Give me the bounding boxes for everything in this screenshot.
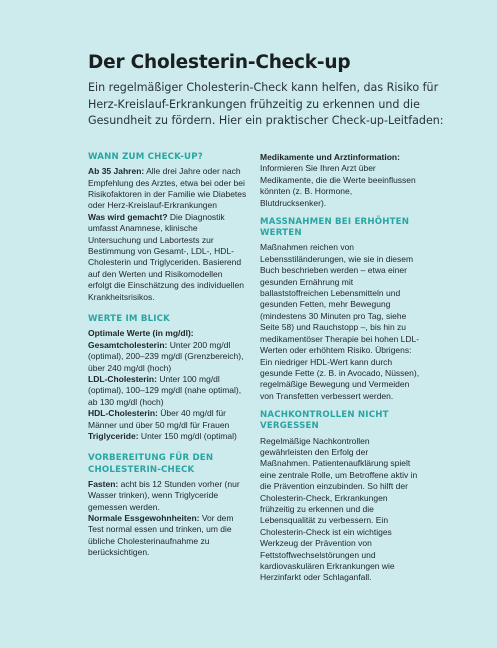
paragraph-age: [88, 166, 248, 212]
paragraph-measures: Maßnahmen reichen von Lebensstiländerungen, wie sie in diesem Buch beschrieben werden – etwa einer gesunden Ernährung mit ballaststoffreichen Lebensmitteln und gesunden Fetten, mehr Bewegung (mindestens 30 Minuten pro Tag, siehe Seite 58) und Rauchstopp –, bis hin zu medikamentöser Therapie bei hohen LDL-Werten oder erhöhtem Risiko. Übrigens: Ein niedriger HDL-Wert kann durch gesunde Fette (z. B. in Avocado, Nüssen), regelmäßige Bewegung und Vermeiden von Transfetten verbessert werden.: [260, 242, 420, 401]
section-heading-prep: VORBEREITUNG FÜR DEN CHOLESTERIN-CHECK: [88, 453, 214, 475]
value-item-hdl: [88, 408, 248, 431]
text-eating: Vor dem Test normal essen und trinken, um die übliche Cholesterinaufnahme zu berücksichtigen.: [88, 512, 234, 558]
value-item-total: [88, 340, 248, 374]
paragraph-eating: [88, 513, 248, 559]
section-heading-when: WANN ZUM CHECK-UP?: [88, 152, 203, 162]
section-heading-values: WERTE IM BLICK: [88, 314, 171, 325]
value-label-hdl: HDL-Cholesterin:: [88, 408, 158, 419]
value-label-ldl: LDL-Cholesterin:: [88, 373, 157, 384]
section-heading-followup: NACHKONTROLLEN NICHT VERGESSEN: [260, 410, 389, 432]
value-label-total: Gesamtcholesterin:: [88, 339, 168, 350]
text-fasting: acht bis 12 Stunden vorher (nur Wasser trinken), wenn Triglyceride gemessen werden.: [88, 478, 240, 512]
value-text-ldl: Unter 100 mg/dl (optimal), 100–129 mg/dl (nahe optimal), ab 130 mg/dl (hoch): [88, 373, 242, 407]
right-column: [260, 152, 420, 584]
value-label-tri: Triglyceride:: [88, 430, 139, 441]
text-what: Die Diagnostik umfasst Anamnese, klinische Untersuchung und Labortests zur Bestimmung von Gesamt-, LDL-, HDL-Cholesterin und Triglyceriden. Basierend auf den Werten und Risikomodellen erfolgt die Einschätzung des individuellen Krankheitsrisikos.: [88, 211, 244, 302]
paragraph-fasting: [88, 479, 248, 513]
intro-paragraph: Ein regelmäßiger Cholesterin-Check kann helfen, das Risiko für Herz-Kreislauf-Erkrankungen frühzeitig zu erkennen und die Gesundheit zu fördern. Hier ein praktischer Check-up-Leitfaden:: [88, 81, 444, 128]
label-fasting: Fasten:: [88, 478, 119, 489]
value-item-tri: [88, 431, 248, 442]
paragraph-meds: [260, 152, 420, 209]
left-column: [88, 152, 248, 559]
section-heading-measures: MASSNAHMEN BEI ERHÖHTEN WERTEN: [260, 217, 410, 239]
label-meds: Medikamente und Arztinformation:: [260, 152, 400, 162]
label-age: Ab 35 Jahren:: [88, 166, 145, 177]
label-what: Was wird gemacht?: [88, 211, 168, 222]
value-text-tri: Unter 150 mg/dl (optimal): [138, 430, 237, 441]
value-text-hdl: Über 40 mg/dl für Männer und über 50 mg/dl für Frauen: [88, 408, 230, 430]
text-age: Alle drei Jahre oder nach Empfehlung des Arztes, etwa bei oder bei Risikofaktoren in der Familie wie Diabetes oder Herz-Kreislauf-Erkrankungen: [88, 166, 247, 211]
paragraph-what: [88, 212, 248, 303]
text-meds: Informieren Sie Ihren Arzt über Medikamente, die die Werte beeinflussen könnten (z. B. Hormone, Blutdrucksenker).: [260, 163, 416, 208]
values-intro: Optimale Werte (in mg/dl):: [88, 328, 194, 339]
value-text-total: Unter 200 mg/dl (optimal), 200–239 mg/dl (Grenzbereich), über 240 mg/dl (hoch): [88, 339, 244, 373]
paragraph-followup: Regelmäßige Nachkontrollen gewährleisten den Erfolg der Maßnahmen. Patientenaufklärung spielt eine zentrale Rolle, um Betroffene aktiv in die Prävention einzubinden. So hilft der Cholesterin-Check, Erkrankungen frühzeitig zu erkennen und die Lebensqualität zu verbessern. Ein Cholesterin-Check ist ein wichtiges Werkzeug der Prävention von Fettstoffwechselstörungen und kardiovaskulären Erkrankungen wie Herzinfarkt oder Schlaganfall.: [260, 435, 418, 583]
value-item-ldl: [88, 374, 248, 408]
label-eating: Normale Essgewohnheiten:: [88, 512, 200, 523]
page-title: Der Cholesterin-Check-up: [88, 52, 351, 73]
